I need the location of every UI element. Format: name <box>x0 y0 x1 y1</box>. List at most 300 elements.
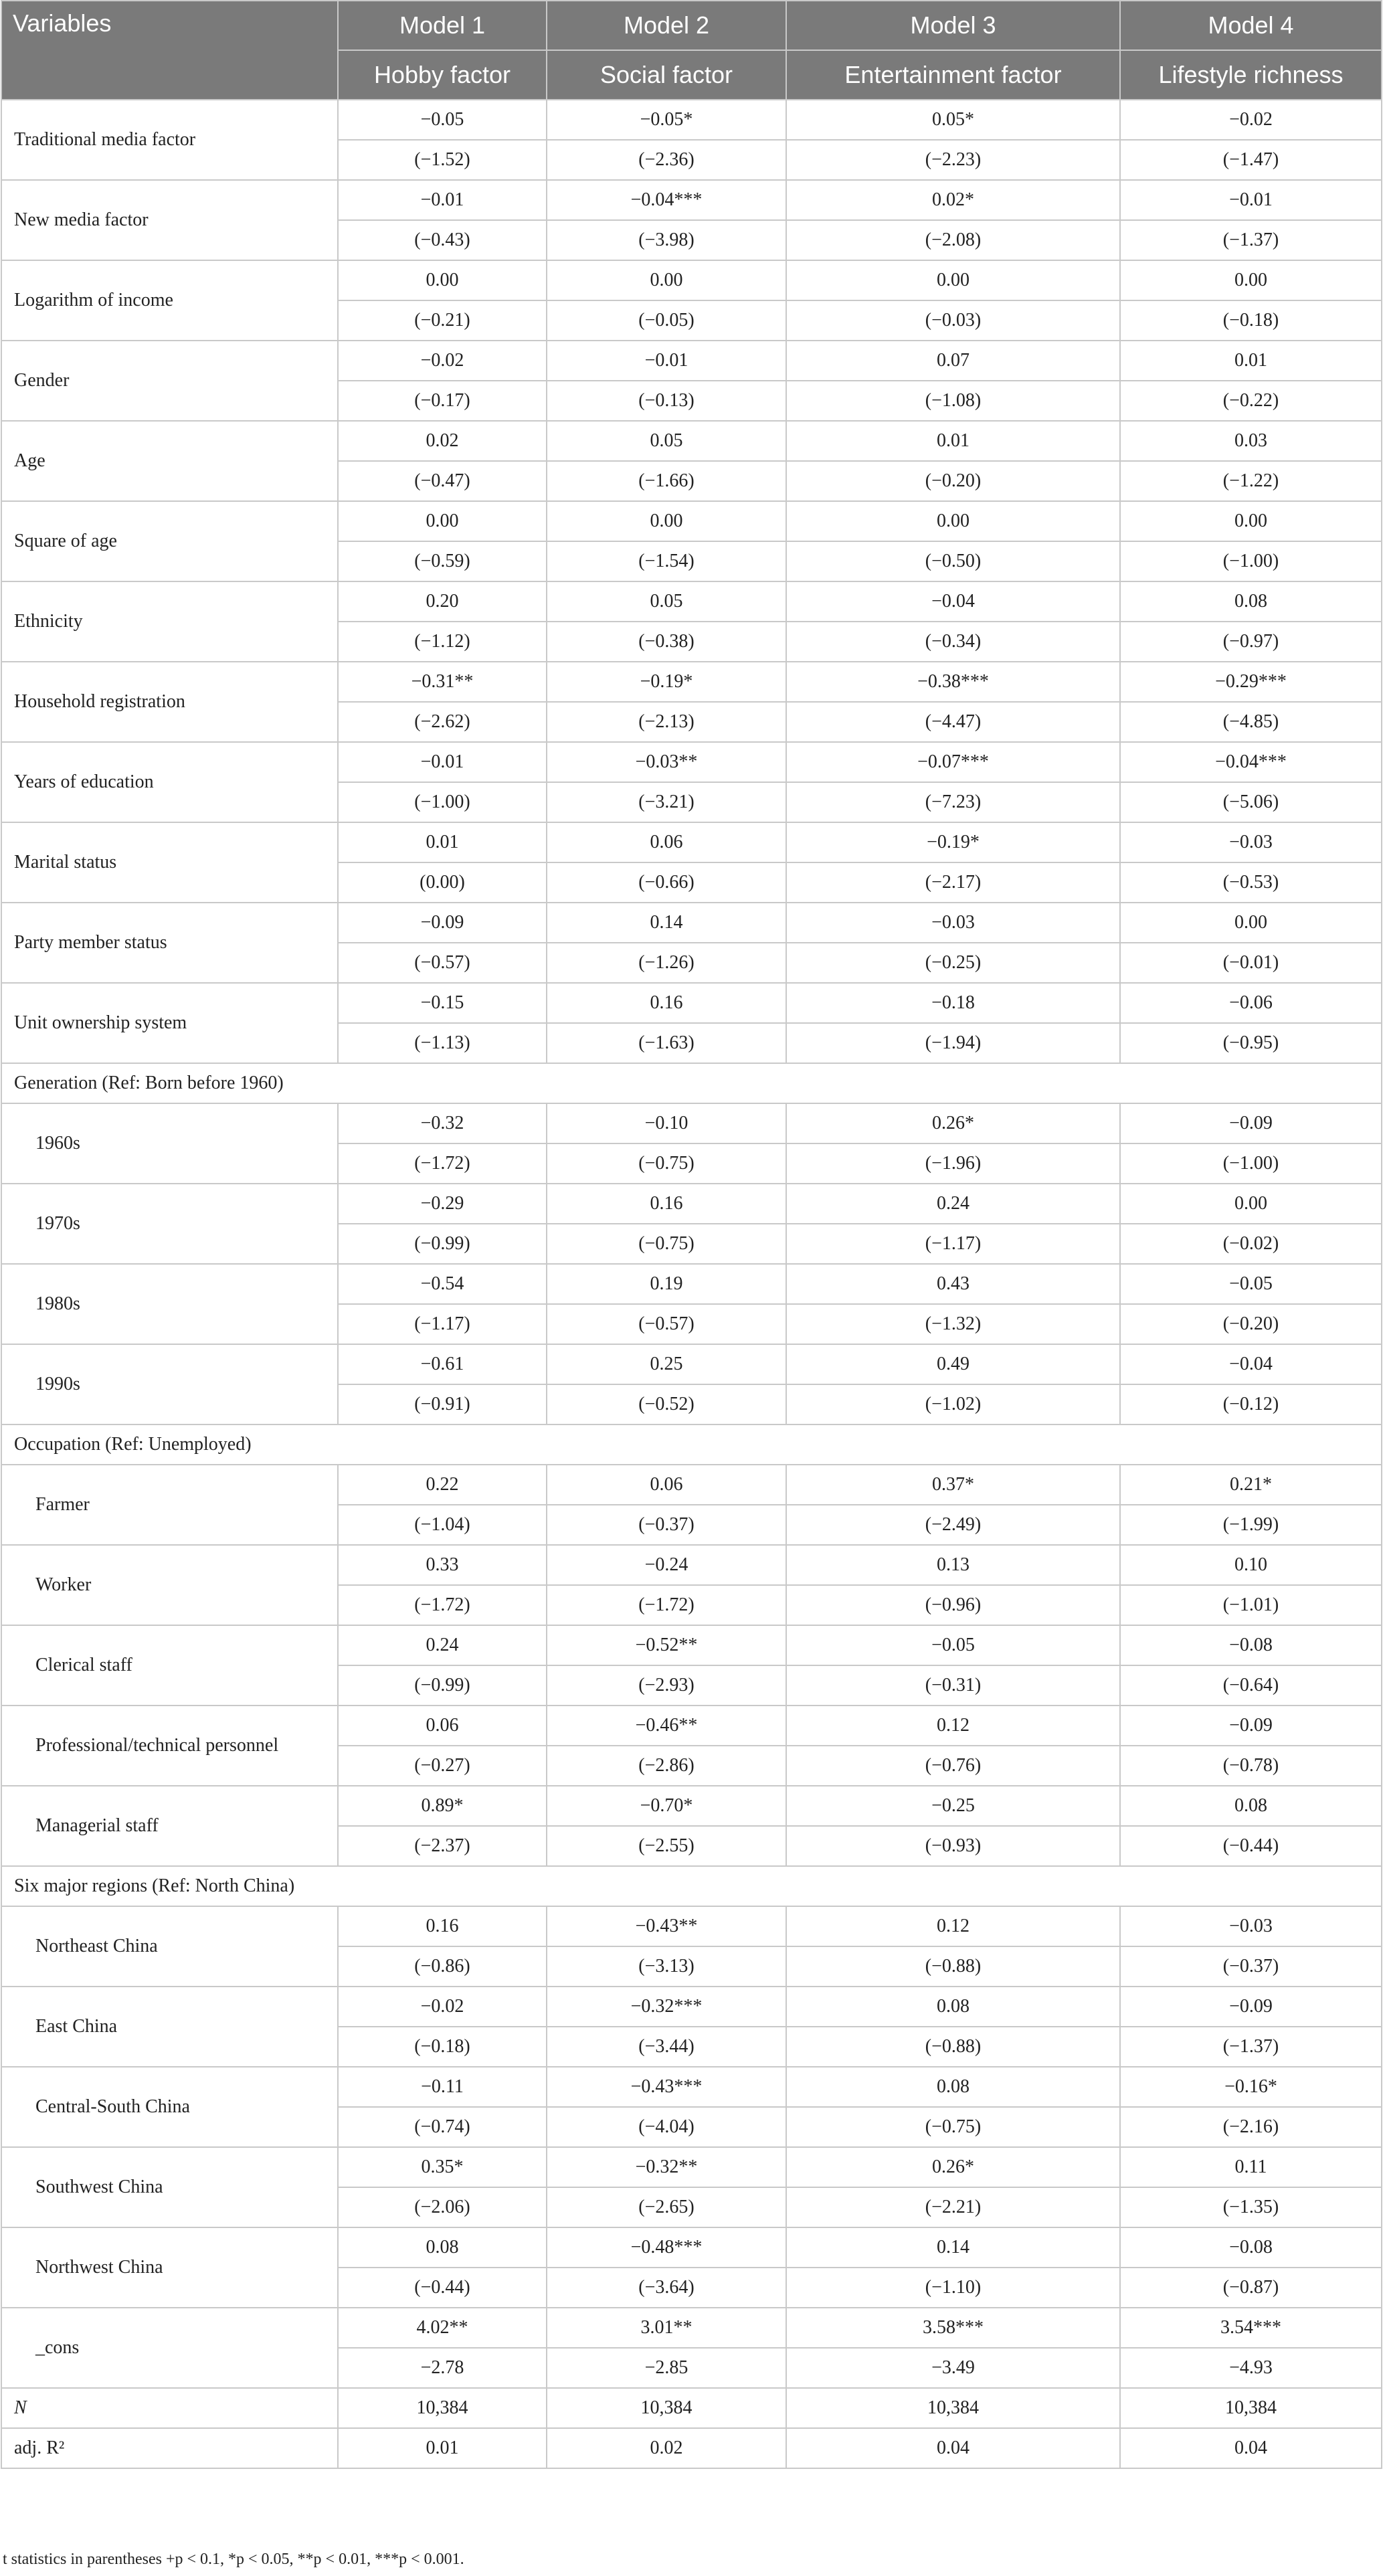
coefficient-row <box>1 1987 1382 2027</box>
variable-label: Unit ownership system <box>1 983 338 1063</box>
t-statistic-cell: (−4.04) <box>547 2107 786 2147</box>
coefficient-cell: 0.01 <box>338 822 547 862</box>
model-1-header: Model 1 <box>338 1 547 50</box>
t-statistic-cell: (−2.55) <box>547 1826 786 1866</box>
summary-value: 10,384 <box>547 2388 786 2428</box>
t-statistic-cell: (−0.44) <box>338 2268 547 2308</box>
model-3-header: Model 3 <box>786 1 1120 50</box>
coefficient-cell: 0.05* <box>786 100 1120 140</box>
coefficient-row <box>1 260 1382 300</box>
coefficient-cell: 0.00 <box>786 260 1120 300</box>
coefficient-cell: 0.08 <box>1120 1786 1382 1826</box>
coefficient-cell: −0.24 <box>547 1545 786 1585</box>
coefficient-cell: 0.02* <box>786 180 1120 220</box>
coefficient-cell: 0.08 <box>338 2227 547 2268</box>
t-statistic-cell: (−0.37) <box>1120 1946 1382 1987</box>
table-header <box>1 1 1382 100</box>
variable-label: Traditional media factor <box>1 100 338 180</box>
coefficient-cell: −0.09 <box>1120 1103 1382 1143</box>
coefficient-row <box>1 1786 1382 1826</box>
coefficient-cell: −0.03 <box>1120 1906 1382 1946</box>
coefficient-cell: 0.25 <box>547 1344 786 1384</box>
t-statistic-cell: (−0.22) <box>1120 381 1382 421</box>
group-label: Generation (Ref: Born before 1960) <box>1 1063 1382 1103</box>
t-statistic-cell: (−1.37) <box>1120 2027 1382 2067</box>
t-statistic-cell: (−1.96) <box>786 1143 1120 1184</box>
variable-label: Household registration <box>1 662 338 742</box>
t-statistic-cell: (−1.37) <box>1120 220 1382 260</box>
t-statistic-cell: (−0.17) <box>338 381 547 421</box>
coefficient-cell: −0.38*** <box>786 662 1120 702</box>
t-statistic-cell: −3.49 <box>786 2348 1120 2388</box>
coefficient-cell: −0.09 <box>1120 1706 1382 1746</box>
coefficient-row <box>1 1625 1382 1665</box>
coefficient-cell: −0.46** <box>547 1706 786 1746</box>
coefficient-cell: 0.26* <box>786 2147 1120 2187</box>
t-statistic-cell: (−0.76) <box>786 1746 1120 1786</box>
coefficient-cell: −0.43** <box>547 1906 786 1946</box>
t-statistic-cell: (−3.13) <box>547 1946 786 1987</box>
regression-table <box>1 0 1382 2469</box>
coefficient-cell: 0.26* <box>786 1103 1120 1143</box>
coefficient-cell: −0.01 <box>338 742 547 782</box>
group-row <box>1 1866 1382 1906</box>
t-statistic-cell: (−0.87) <box>1120 2268 1382 2308</box>
coefficient-cell: 0.11 <box>1120 2147 1382 2187</box>
coefficient-cell: 0.05 <box>547 581 786 622</box>
coefficient-cell: −0.02 <box>338 1987 547 2027</box>
summary-label: N <box>1 2388 338 2428</box>
coefficient-cell: 0.49 <box>786 1344 1120 1384</box>
coefficient-row <box>1 1184 1382 1224</box>
t-statistic-cell: (−0.91) <box>338 1384 547 1424</box>
t-statistic-cell: (−0.99) <box>338 1665 547 1706</box>
coefficient-cell: −0.61 <box>338 1344 547 1384</box>
t-statistic-cell: (−0.03) <box>786 300 1120 341</box>
t-statistic-cell: (−2.17) <box>786 862 1120 903</box>
t-statistic-cell: (−2.65) <box>547 2187 786 2227</box>
t-statistic-cell: (−2.37) <box>338 1826 547 1866</box>
variable-label: Age <box>1 421 338 501</box>
t-statistic-cell: (−2.86) <box>547 1746 786 1786</box>
coefficient-cell: 0.43 <box>786 1264 1120 1304</box>
t-statistic-cell: (−3.21) <box>547 782 786 822</box>
t-statistic-cell: (−5.06) <box>1120 782 1382 822</box>
coefficient-cell: 0.16 <box>338 1906 547 1946</box>
t-statistic-cell: (−1.54) <box>547 541 786 581</box>
coefficient-cell: −0.05* <box>547 100 786 140</box>
t-statistic-cell: (−1.99) <box>1120 1505 1382 1545</box>
t-statistic-cell: (−0.44) <box>1120 1826 1382 1866</box>
variable-label: Square of age <box>1 501 338 581</box>
model-4-header: Model 4 <box>1120 1 1382 50</box>
t-statistic-cell: (−0.66) <box>547 862 786 903</box>
t-statistic-cell: (−0.38) <box>547 622 786 662</box>
t-statistic-cell: (−1.10) <box>786 2268 1120 2308</box>
t-statistic-cell: (−2.08) <box>786 220 1120 260</box>
coefficient-cell: 0.08 <box>786 2067 1120 2107</box>
t-statistic-cell: (−0.86) <box>338 1946 547 1987</box>
t-statistic-cell: (−2.23) <box>786 140 1120 180</box>
variable-label: Northeast China <box>1 1906 338 1987</box>
summary-label: adj. R² <box>1 2428 338 2468</box>
coefficient-cell: −0.54 <box>338 1264 547 1304</box>
coefficient-cell: −0.19* <box>547 662 786 702</box>
group-label: Six major regions (Ref: North China) <box>1 1866 1382 1906</box>
t-statistic-cell: (−2.62) <box>338 702 547 742</box>
t-statistic-cell: (−2.21) <box>786 2187 1120 2227</box>
t-statistic-cell: (−0.12) <box>1120 1384 1382 1424</box>
coefficient-cell: 0.00 <box>547 501 786 541</box>
coefficient-cell: 0.13 <box>786 1545 1120 1585</box>
t-statistic-cell: (−2.06) <box>338 2187 547 2227</box>
coefficient-cell: 0.24 <box>786 1184 1120 1224</box>
coefficient-cell: −0.07*** <box>786 742 1120 782</box>
coefficient-cell: 0.00 <box>1120 501 1382 541</box>
t-statistic-cell: (−3.44) <box>547 2027 786 2067</box>
variable-label: Southwest China <box>1 2147 338 2227</box>
t-statistic-cell: (−4.47) <box>786 702 1120 742</box>
summary-value: 10,384 <box>338 2388 547 2428</box>
coefficient-row <box>1 742 1382 782</box>
coefficient-cell: −0.48*** <box>547 2227 786 2268</box>
t-statistic-cell: (−1.17) <box>786 1224 1120 1264</box>
coefficient-cell: 0.00 <box>1120 260 1382 300</box>
t-statistic-cell: (−0.52) <box>547 1384 786 1424</box>
variable-label: Ethnicity <box>1 581 338 662</box>
coefficient-cell: −0.70* <box>547 1786 786 1826</box>
coefficient-row <box>1 2067 1382 2107</box>
model-1-dependent: Hobby factor <box>338 50 547 100</box>
table-footnote: t statistics in parentheses +p < 0.1, *p < 0.05, **p < 0.01, ***p < 0.001. <box>3 2551 464 2568</box>
coefficient-cell: 0.12 <box>786 1906 1120 1946</box>
t-statistic-cell: (−0.53) <box>1120 862 1382 903</box>
t-statistic-cell: (−0.01) <box>1120 943 1382 983</box>
t-statistic-cell: (−0.20) <box>1120 1304 1382 1344</box>
coefficient-cell: 0.00 <box>547 260 786 300</box>
variable-label: Gender <box>1 341 338 421</box>
coefficient-cell: −0.25 <box>786 1786 1120 1826</box>
t-statistic-cell: (−2.36) <box>547 140 786 180</box>
variable-label: 1980s <box>1 1264 338 1344</box>
coefficient-cell: −0.03 <box>1120 822 1382 862</box>
coefficient-row <box>1 1465 1382 1505</box>
coefficient-cell: 0.01 <box>786 421 1120 461</box>
coefficient-cell: 0.03 <box>1120 421 1382 461</box>
coefficient-cell: −0.31** <box>338 662 547 702</box>
coefficient-row <box>1 421 1382 461</box>
t-statistic-cell: (−0.95) <box>1120 1023 1382 1063</box>
t-statistic-cell: (−0.75) <box>547 1224 786 1264</box>
coefficient-row <box>1 2308 1382 2348</box>
coefficient-cell: 0.37* <box>786 1465 1120 1505</box>
variables-header: Variables <box>1 1 338 100</box>
coefficient-cell: −0.02 <box>1120 100 1382 140</box>
t-statistic-cell: (−1.35) <box>1120 2187 1382 2227</box>
coefficient-cell: 0.20 <box>338 581 547 622</box>
group-label: Occupation (Ref: Unemployed) <box>1 1424 1382 1465</box>
coefficient-cell: 0.21* <box>1120 1465 1382 1505</box>
t-statistic-cell: (−2.49) <box>786 1505 1120 1545</box>
t-statistic-cell: (−0.64) <box>1120 1665 1382 1706</box>
variable-label: 1960s <box>1 1103 338 1184</box>
t-statistic-cell: (−7.23) <box>786 782 1120 822</box>
t-statistic-cell: (−1.72) <box>338 1143 547 1184</box>
t-statistic-cell: (−1.12) <box>338 622 547 662</box>
t-statistic-cell: (−0.93) <box>786 1826 1120 1866</box>
t-statistic-cell: (−1.08) <box>786 381 1120 421</box>
t-statistic-cell: −2.85 <box>547 2348 786 2388</box>
coefficient-cell: −0.04*** <box>547 180 786 220</box>
coefficient-cell: −0.05 <box>1120 1264 1382 1304</box>
coefficient-cell: −0.32 <box>338 1103 547 1143</box>
model-4-dependent: Lifestyle richness <box>1120 50 1382 100</box>
summary-value: 0.02 <box>547 2428 786 2468</box>
t-statistic-cell: (−2.16) <box>1120 2107 1382 2147</box>
variable-label: 1990s <box>1 1344 338 1424</box>
coefficient-row <box>1 903 1382 943</box>
t-statistic-cell: (−3.98) <box>547 220 786 260</box>
variable-label: Managerial staff <box>1 1786 338 1866</box>
summary-value: 10,384 <box>786 2388 1120 2428</box>
t-statistic-cell: (−1.26) <box>547 943 786 983</box>
t-statistic-cell: (−1.63) <box>547 1023 786 1063</box>
t-statistic-cell: (0.00) <box>338 862 547 903</box>
coefficient-cell: 0.06 <box>547 822 786 862</box>
summary-row <box>1 2428 1382 2468</box>
coefficient-cell: 0.08 <box>1120 581 1382 622</box>
t-statistic-cell: −4.93 <box>1120 2348 1382 2388</box>
coefficient-row <box>1 100 1382 140</box>
group-row <box>1 1063 1382 1103</box>
coefficient-cell: 0.22 <box>338 1465 547 1505</box>
t-statistic-cell: (−1.72) <box>547 1585 786 1625</box>
t-statistic-cell: (−1.00) <box>338 782 547 822</box>
t-statistic-cell: (−0.74) <box>338 2107 547 2147</box>
t-statistic-cell: (−0.25) <box>786 943 1120 983</box>
t-statistic-cell: (−1.47) <box>1120 140 1382 180</box>
coefficient-cell: 0.14 <box>786 2227 1120 2268</box>
summary-value: 0.04 <box>1120 2428 1382 2468</box>
coefficient-cell: 3.58*** <box>786 2308 1120 2348</box>
t-statistic-cell: (−0.57) <box>547 1304 786 1344</box>
summary-value: 0.04 <box>786 2428 1120 2468</box>
t-statistic-cell: (−1.72) <box>338 1585 547 1625</box>
coefficient-cell: 0.01 <box>1120 341 1382 381</box>
coefficient-cell: 0.06 <box>338 1706 547 1746</box>
t-statistic-cell: (−1.52) <box>338 140 547 180</box>
t-statistic-cell: (−3.64) <box>547 2268 786 2308</box>
coefficient-cell: −0.16* <box>1120 2067 1382 2107</box>
t-statistic-cell: (−0.18) <box>1120 300 1382 341</box>
coefficient-cell: 0.12 <box>786 1706 1120 1746</box>
t-statistic-cell: (−0.47) <box>338 461 547 501</box>
coefficient-cell: 0.16 <box>547 983 786 1023</box>
coefficient-cell: 0.35* <box>338 2147 547 2187</box>
table-body <box>1 100 1382 2468</box>
t-statistic-cell: (−0.96) <box>786 1585 1120 1625</box>
coefficient-cell: 0.16 <box>547 1184 786 1224</box>
coefficient-row <box>1 822 1382 862</box>
variable-label: 1970s <box>1 1184 338 1264</box>
t-statistic-cell: (−1.22) <box>1120 461 1382 501</box>
coefficient-row <box>1 1103 1382 1143</box>
coefficient-cell: 0.05 <box>547 421 786 461</box>
coefficient-cell: −0.03** <box>547 742 786 782</box>
t-statistic-cell: (−0.59) <box>338 541 547 581</box>
t-statistic-cell: (−0.43) <box>338 220 547 260</box>
coefficient-row <box>1 2147 1382 2187</box>
variable-label: Party member status <box>1 903 338 983</box>
coefficient-cell: −0.04 <box>1120 1344 1382 1384</box>
t-statistic-cell: (−0.13) <box>547 381 786 421</box>
t-statistic-cell: (−1.00) <box>1120 541 1382 581</box>
coefficient-cell: 0.10 <box>1120 1545 1382 1585</box>
t-statistic-cell: (−0.18) <box>338 2027 547 2067</box>
t-statistic-cell: (−0.75) <box>547 1143 786 1184</box>
t-statistic-cell: (−0.88) <box>786 1946 1120 1987</box>
t-statistic-cell: (−0.34) <box>786 622 1120 662</box>
t-statistic-cell: (−1.13) <box>338 1023 547 1063</box>
variable-label: Professional/technical personnel <box>1 1706 338 1786</box>
variable-label: East China <box>1 1987 338 2067</box>
t-statistic-cell: (−0.57) <box>338 943 547 983</box>
coefficient-row <box>1 662 1382 702</box>
coefficient-row <box>1 1545 1382 1585</box>
coefficient-cell: 0.24 <box>338 1625 547 1665</box>
t-statistic-cell: (−1.01) <box>1120 1585 1382 1625</box>
coefficient-cell: −0.01 <box>1120 180 1382 220</box>
coefficient-cell: 3.54*** <box>1120 2308 1382 2348</box>
variable-label: Logarithm of income <box>1 260 338 341</box>
coefficient-cell: 0.33 <box>338 1545 547 1585</box>
coefficient-row <box>1 1906 1382 1946</box>
t-statistic-cell: (−0.02) <box>1120 1224 1382 1264</box>
coefficient-cell: −0.29 <box>338 1184 547 1224</box>
t-statistic-cell: (−1.94) <box>786 1023 1120 1063</box>
t-statistic-cell: (−1.04) <box>338 1505 547 1545</box>
variable-label: New media factor <box>1 180 338 260</box>
model-2-dependent: Social factor <box>547 50 786 100</box>
coefficient-cell: 0.14 <box>547 903 786 943</box>
coefficient-row <box>1 1264 1382 1304</box>
coefficient-row <box>1 1706 1382 1746</box>
coefficient-cell: −0.52** <box>547 1625 786 1665</box>
coefficient-cell: −0.05 <box>786 1625 1120 1665</box>
coefficient-row <box>1 341 1382 381</box>
t-statistic-cell: (−1.32) <box>786 1304 1120 1344</box>
coefficient-cell: 4.02** <box>338 2308 547 2348</box>
coefficient-cell: −0.02 <box>338 341 547 381</box>
summary-value: 10,384 <box>1120 2388 1382 2428</box>
t-statistic-cell: −2.78 <box>338 2348 547 2388</box>
t-statistic-cell: (−0.97) <box>1120 622 1382 662</box>
coefficient-row <box>1 501 1382 541</box>
coefficient-row <box>1 581 1382 622</box>
variable-label: Years of education <box>1 742 338 822</box>
t-statistic-cell: (−0.75) <box>786 2107 1120 2147</box>
t-statistic-cell: (−4.85) <box>1120 702 1382 742</box>
t-statistic-cell: (−0.20) <box>786 461 1120 501</box>
summary-row <box>1 2388 1382 2428</box>
coefficient-cell: 0.89* <box>338 1786 547 1826</box>
coefficient-cell: −0.01 <box>338 180 547 220</box>
coefficient-cell: −0.11 <box>338 2067 547 2107</box>
coefficient-cell: −0.09 <box>1120 1987 1382 2027</box>
t-statistic-cell: (−0.21) <box>338 300 547 341</box>
t-statistic-cell: (−0.27) <box>338 1746 547 1786</box>
coefficient-cell: −0.01 <box>547 341 786 381</box>
coefficient-cell: 0.08 <box>786 1987 1120 2027</box>
coefficient-cell: −0.29*** <box>1120 662 1382 702</box>
model-2-header: Model 2 <box>547 1 786 50</box>
t-statistic-cell: (−0.37) <box>547 1505 786 1545</box>
coefficient-cell: 0.00 <box>338 260 547 300</box>
coefficient-cell: −0.04*** <box>1120 742 1382 782</box>
coefficient-cell: 0.00 <box>338 501 547 541</box>
t-statistic-cell: (−0.50) <box>786 541 1120 581</box>
t-statistic-cell: (−1.17) <box>338 1304 547 1344</box>
t-statistic-cell: (−2.93) <box>547 1665 786 1706</box>
variable-label: _cons <box>1 2308 338 2388</box>
coefficient-cell: 3.01** <box>547 2308 786 2348</box>
coefficient-cell: −0.08 <box>1120 1625 1382 1665</box>
t-statistic-cell: (−0.78) <box>1120 1746 1382 1786</box>
variable-label: Central-South China <box>1 2067 338 2147</box>
coefficient-cell: −0.03 <box>786 903 1120 943</box>
t-statistic-cell: (−0.31) <box>786 1665 1120 1706</box>
variable-label: Farmer <box>1 1465 338 1545</box>
t-statistic-cell: (−1.02) <box>786 1384 1120 1424</box>
coefficient-cell: −0.19* <box>786 822 1120 862</box>
variable-label: Northwest China <box>1 2227 338 2308</box>
summary-value: 0.01 <box>338 2428 547 2468</box>
t-statistic-cell: (−0.88) <box>786 2027 1120 2067</box>
t-statistic-cell: (−1.00) <box>1120 1143 1382 1184</box>
coefficient-row <box>1 983 1382 1023</box>
coefficient-cell: 0.00 <box>1120 1184 1382 1224</box>
variable-label: Marital status <box>1 822 338 903</box>
header-row-models <box>1 1 1382 50</box>
coefficient-cell: 0.00 <box>1120 903 1382 943</box>
coefficient-row <box>1 2227 1382 2268</box>
group-row <box>1 1424 1382 1465</box>
variable-label: Clerical staff <box>1 1625 338 1706</box>
coefficient-cell: 0.07 <box>786 341 1120 381</box>
coefficient-cell: −0.09 <box>338 903 547 943</box>
coefficient-cell: −0.06 <box>1120 983 1382 1023</box>
coefficient-cell: −0.18 <box>786 983 1120 1023</box>
coefficient-cell: −0.04 <box>786 581 1120 622</box>
t-statistic-cell: (−0.05) <box>547 300 786 341</box>
coefficient-row <box>1 180 1382 220</box>
coefficient-cell: −0.08 <box>1120 2227 1382 2268</box>
coefficient-cell: −0.32*** <box>547 1987 786 2027</box>
t-statistic-cell: (−1.66) <box>547 461 786 501</box>
coefficient-cell: 0.02 <box>338 421 547 461</box>
t-statistic-cell: (−0.99) <box>338 1224 547 1264</box>
coefficient-cell: 0.19 <box>547 1264 786 1304</box>
variable-label: Worker <box>1 1545 338 1625</box>
coefficient-cell: −0.10 <box>547 1103 786 1143</box>
coefficient-cell: −0.32** <box>547 2147 786 2187</box>
model-3-dependent: Entertainment factor <box>786 50 1120 100</box>
coefficient-cell: −0.15 <box>338 983 547 1023</box>
coefficient-row <box>1 1344 1382 1384</box>
coefficient-cell: 0.06 <box>547 1465 786 1505</box>
coefficient-cell: 0.00 <box>786 501 1120 541</box>
coefficient-cell: −0.43*** <box>547 2067 786 2107</box>
